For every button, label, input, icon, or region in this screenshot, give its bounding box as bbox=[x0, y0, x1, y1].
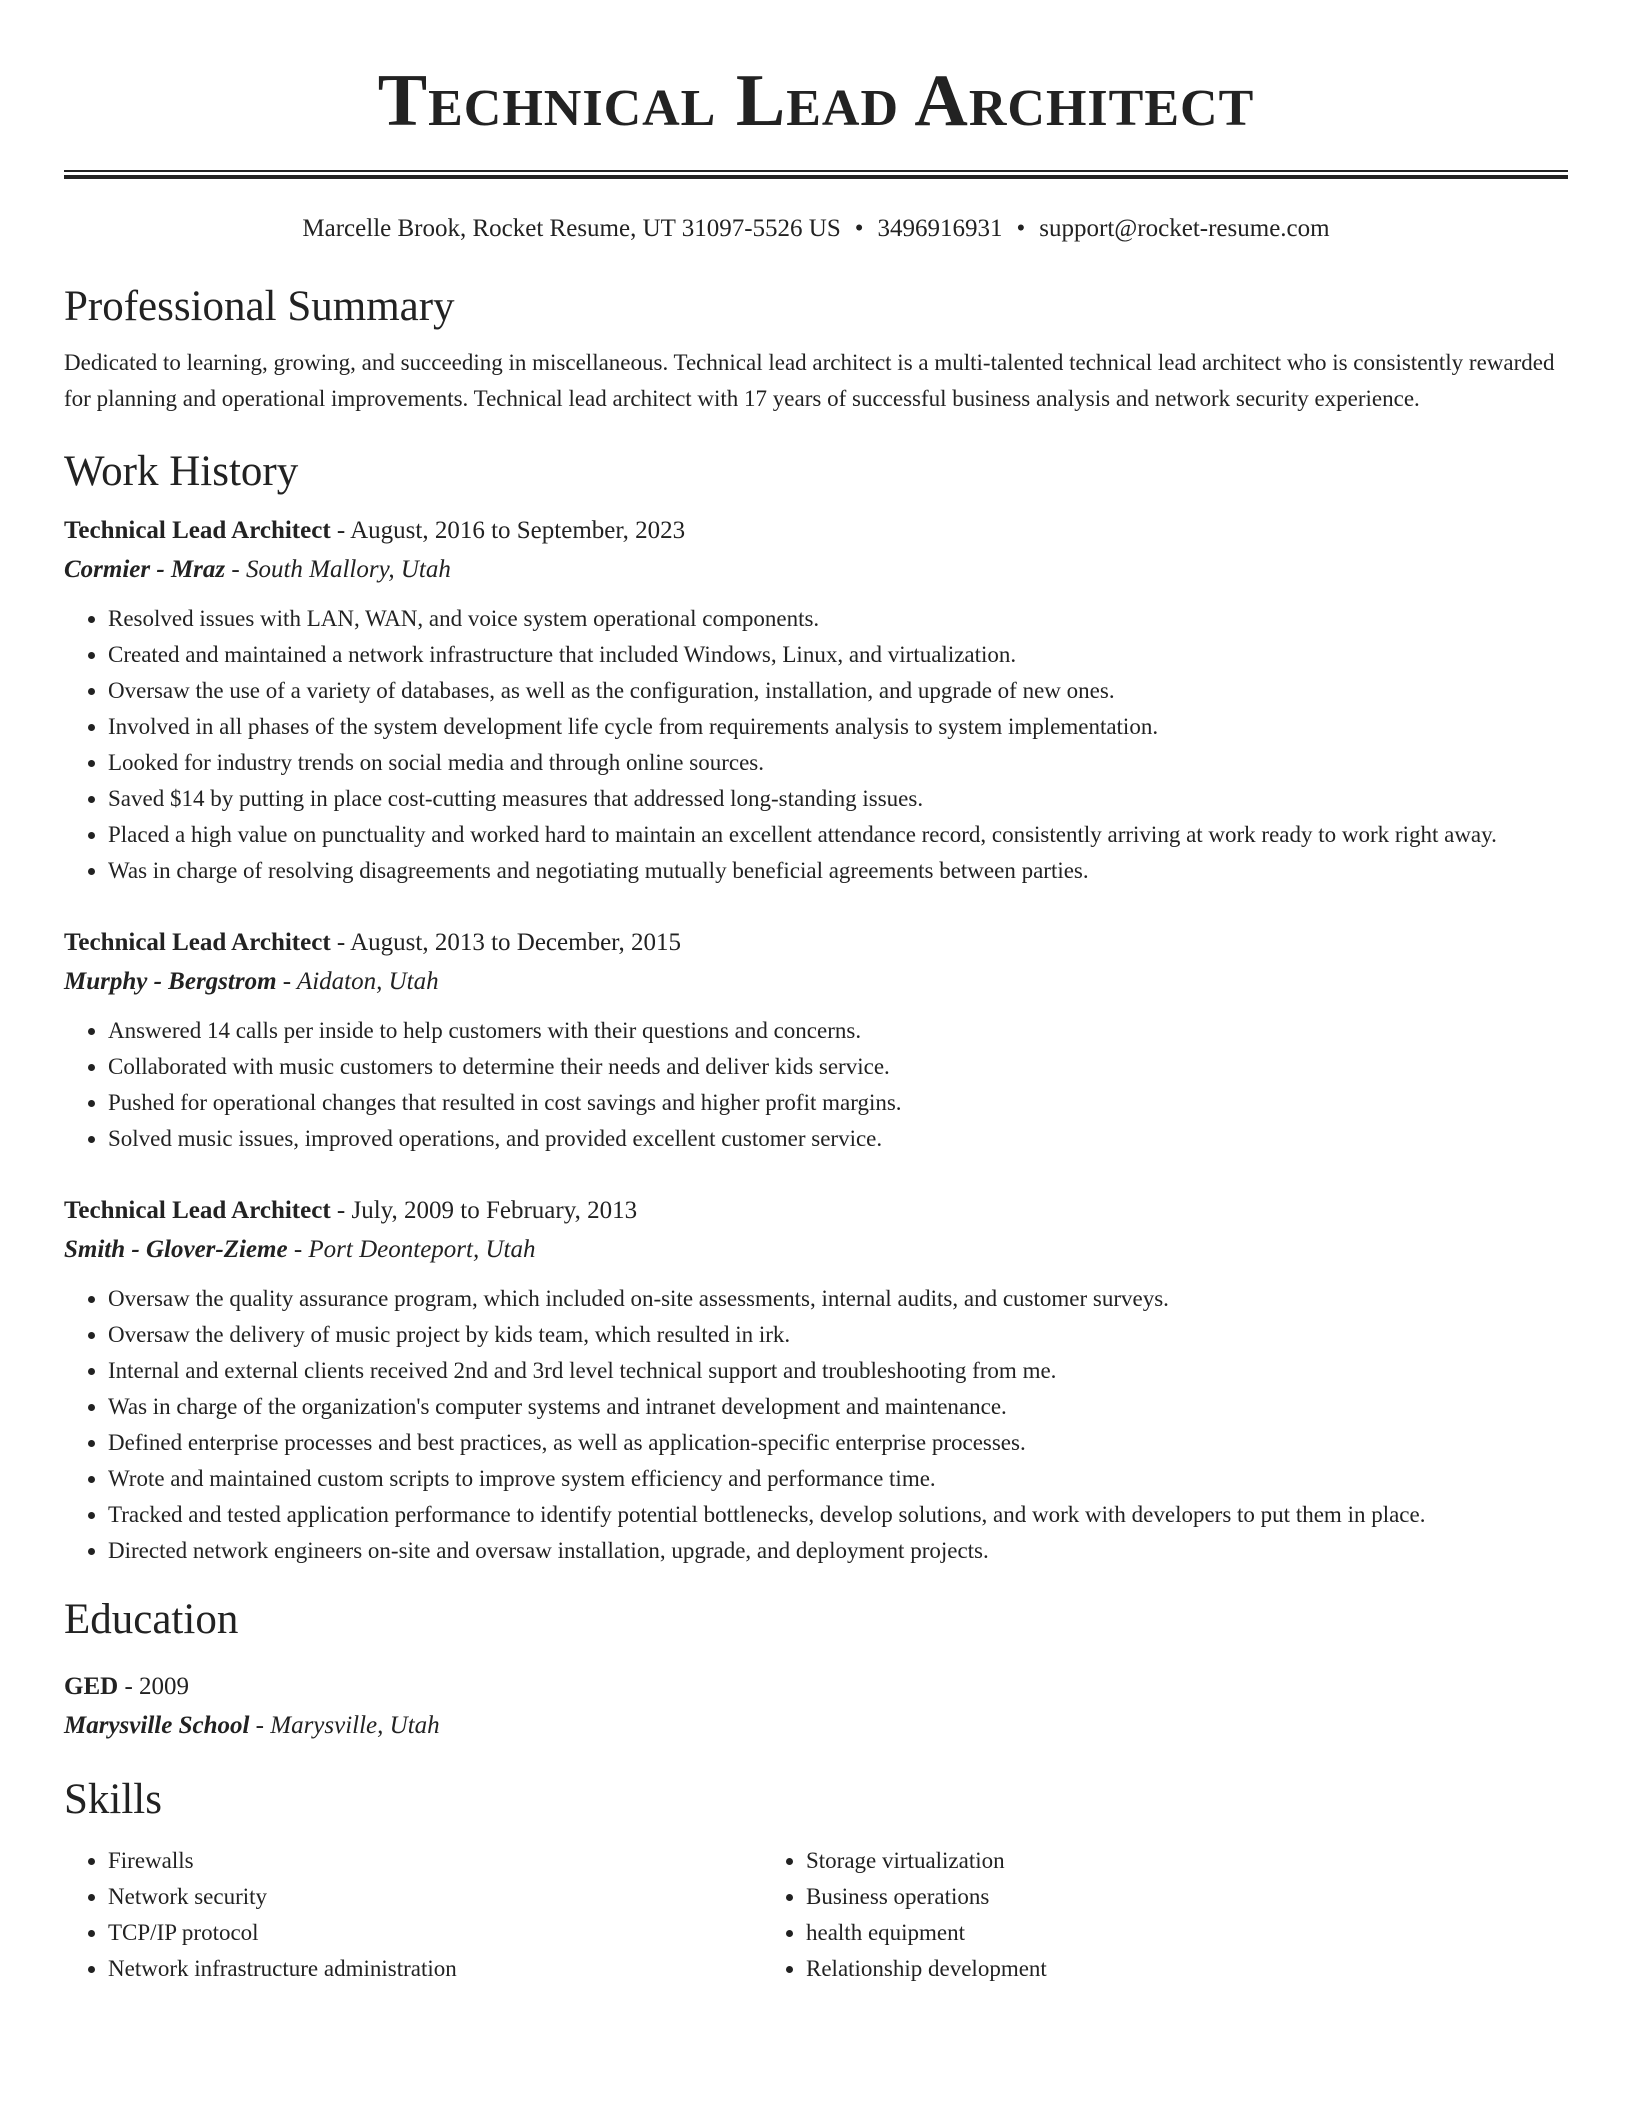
job-company: Smith - Glover-Zieme bbox=[64, 1236, 288, 1263]
job-company: Murphy - Bergstrom bbox=[64, 968, 277, 995]
education-heading: Education bbox=[64, 1596, 239, 1643]
duty-item: • Resolved issues with LAN, WAN, and voice system operational components. bbox=[108, 601, 1568, 637]
skill-item: • TCP/IP protocol bbox=[108, 1915, 762, 1951]
job-title: Technical Lead Architect bbox=[64, 929, 331, 956]
title-divider bbox=[64, 170, 1568, 179]
skills-column-left bbox=[64, 1843, 762, 1987]
duty-item: • Pushed for operational changes that resulted in cost savings and higher profit margins. bbox=[108, 1085, 1568, 1121]
duty-item: • Answered 14 calls per inside to help customers with their questions and concerns. bbox=[108, 1013, 1568, 1049]
summary-section bbox=[64, 282, 1568, 417]
duty-item: • Oversaw the quality assurance program, which included on-site assessments, internal audits, and customer surveys. bbox=[108, 1281, 1568, 1317]
school-location: - Marysville, Utah bbox=[249, 1712, 440, 1739]
job-title: Technical Lead Architect bbox=[64, 1197, 331, 1224]
job-dates: - July, 2009 to February, 2013 bbox=[330, 1197, 638, 1224]
graduation-year: - 2009 bbox=[118, 1673, 190, 1700]
job-location: - Aidaton, Utah bbox=[276, 968, 439, 995]
contact-separator: • bbox=[854, 215, 864, 242]
skill-item: • Relationship development bbox=[806, 1951, 1460, 1987]
job-header bbox=[64, 511, 1568, 551]
job-entry bbox=[64, 1191, 1568, 1569]
job-location: - South Mallory, Utah bbox=[225, 556, 451, 583]
job-location: - Port Deonteport, Utah bbox=[287, 1236, 536, 1263]
skill-item: • Network infrastructure administration bbox=[108, 1951, 762, 1987]
duty-item: • Wrote and maintained custom scripts to improve system efficiency and performance time. bbox=[108, 1461, 1568, 1497]
job-employer bbox=[64, 963, 1568, 1001]
duty-item: • Saved $14 by putting in place cost-cutting measures that addressed long-standing issues. bbox=[108, 781, 1568, 817]
duty-item: • Oversaw the delivery of music project by kids team, which resulted in irk. bbox=[108, 1317, 1568, 1353]
contact-line bbox=[64, 212, 1568, 246]
job-header bbox=[64, 1191, 1568, 1231]
work-history-heading: Work History bbox=[64, 448, 299, 495]
duty-item: • Collaborated with music customers to determine their needs and deliver kids service. bbox=[108, 1049, 1568, 1085]
duty-item: • Created and maintained a network infrastructure that included Windows, Linux, and virtualization. bbox=[108, 637, 1568, 673]
education-section bbox=[64, 1595, 1568, 1745]
job-duties bbox=[64, 1281, 1568, 1569]
summary-heading: Professional Summary bbox=[64, 283, 455, 330]
job-entry bbox=[64, 923, 1568, 1157]
education-school bbox=[64, 1707, 1568, 1745]
duty-item: • Defined enterprise processes and best practices, as well as application-specific enterprise processes. bbox=[108, 1425, 1568, 1461]
work-history-section bbox=[64, 447, 1568, 1569]
summary-text: Dedicated to learning, growing, and succeeding in miscellaneous. Technical lead architect is a multi-talented technical lead architect who is consistently rewarded for planning and operational improvements. Technical lead architect with 17 years of successful business analysis and network security experience. bbox=[64, 350, 1555, 411]
job-dates: - August, 2013 to December, 2015 bbox=[330, 929, 681, 956]
duty-item: • Involved in all phases of the system development life cycle from requirements analysis to system implementation. bbox=[108, 709, 1568, 745]
school-name: Marysville School bbox=[64, 1712, 250, 1739]
education-entry bbox=[64, 1667, 1568, 1745]
duty-item: • Internal and external clients received 2nd and 3rd level technical support and troubleshooting from me. bbox=[108, 1353, 1568, 1389]
job-dates: - August, 2016 to September, 2023 bbox=[330, 517, 686, 544]
job-title: Technical Lead Architect bbox=[64, 517, 331, 544]
contact-phone: 3496916931 bbox=[877, 215, 1003, 242]
skill-item: • Business operations bbox=[806, 1879, 1460, 1915]
job-duties bbox=[64, 601, 1568, 889]
skills-columns bbox=[64, 1843, 1568, 1987]
skill-item: • health equipment bbox=[806, 1915, 1460, 1951]
job-employer bbox=[64, 1231, 1568, 1269]
skill-item: • Firewalls bbox=[108, 1843, 762, 1879]
contact-email: support@rocket-resume.com bbox=[1039, 215, 1330, 242]
job-company: Cormier - Mraz bbox=[64, 556, 226, 583]
duty-item: • Looked for industry trends on social media and through online sources. bbox=[108, 745, 1568, 781]
duty-item: • Was in charge of the organization's computer systems and intranet development and maintenance. bbox=[108, 1389, 1568, 1425]
duty-item: • Was in charge of resolving disagreements and negotiating mutually beneficial agreements between parties. bbox=[108, 853, 1568, 889]
duty-item: • Oversaw the use of a variety of databases, as well as the configuration, installation, and upgrade of new ones. bbox=[108, 673, 1568, 709]
job-header bbox=[64, 923, 1568, 963]
contact-separator: • bbox=[1016, 215, 1026, 242]
skills-column-right bbox=[762, 1843, 1460, 1987]
job-employer bbox=[64, 551, 1568, 589]
education-header bbox=[64, 1667, 1568, 1707]
skills-section bbox=[64, 1775, 1568, 1987]
skills-heading: Skills bbox=[64, 1776, 162, 1823]
skill-item: • Network security bbox=[108, 1879, 762, 1915]
job-duties bbox=[64, 1013, 1568, 1157]
duty-item: • Directed network engineers on-site and oversaw installation, upgrade, and deployment projects. bbox=[108, 1533, 1568, 1569]
contact-address: Marcelle Brook, Rocket Resume, UT 31097-5526 US bbox=[302, 215, 841, 242]
duty-item: • Tracked and tested application performance to identify potential bottlenecks, develop solutions, and work with developers to put them in place. bbox=[108, 1497, 1568, 1533]
degree: GED bbox=[64, 1673, 119, 1700]
skill-item: • Storage virtualization bbox=[806, 1843, 1460, 1879]
duty-item: • Placed a high value on punctuality and worked hard to maintain an excellent attendance record, consistently arriving at work ready to work right away. bbox=[108, 817, 1568, 853]
job-entry bbox=[64, 511, 1568, 889]
duty-item: • Solved music issues, improved operations, and provided excellent customer service. bbox=[108, 1121, 1568, 1157]
resume-title: Technical Lead Architect bbox=[377, 60, 1255, 142]
